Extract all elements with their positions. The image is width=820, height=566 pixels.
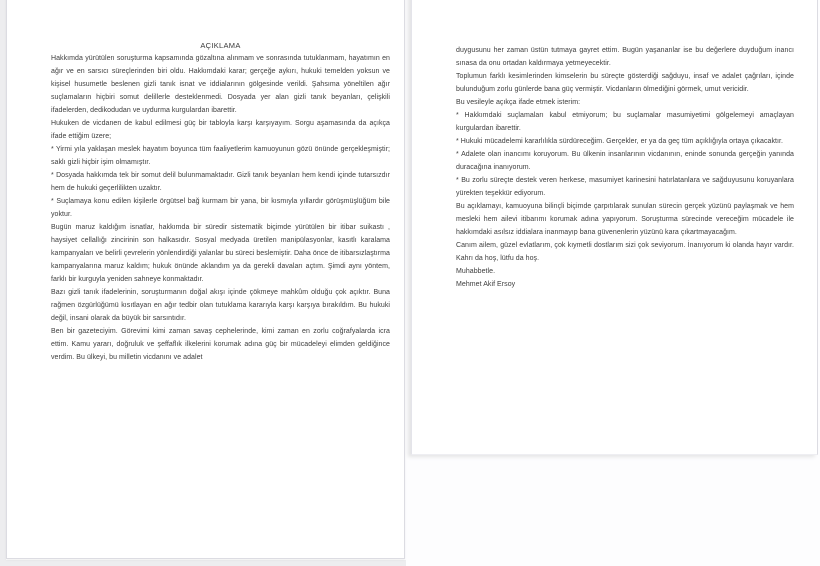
paragraph: Toplumun farklı kesimlerinden kimselerin bu süreçte gösterdiği sağduyu, insaf ve adalet çağrıları, içinde bulunduğum zorlu günlerde bana güç vermiştir. Vicdanların ölmediğini görmek, umut vericidir.	[456, 73, 794, 93]
document-page-1	[6, 0, 405, 559]
paragraph: Bugün maruz kaldığım isnatlar, hakkımda bir süredir sistematik biçimde yürütülen bir itibar suikastı , haysiyet cellallığı zincirinin son halkasıdır. Sosyal medyada üretilen manipülasyonlar, kasıtlı karalama kampanyaları ve belirli çevrelerin yönlendirdiği yalanlar bu süreci beslemiştir. Daha önce de itibarsızlaştırma kampanyalarına maruz kaldım; hukuk önünde aklandım ya da gerekli davaları açtım. Şimdi aynı yöntem, farklı bir kurguyla yeniden sahneye konmaktadır.	[51, 224, 390, 283]
bullet-item: * Bu zorlu süreçte destek veren herkese, masumiyet karinesini hatırlatanlara ve sağduyusunu koruyanlara yürekten teşekkür ediyorum.	[456, 177, 794, 197]
paragraph: Hukuken de vicdanen de kabul edilmesi güç bir tabloyla karşı karşıyayım. Sorgu aşamasında da açıkça ifade ettiğim üzere;	[51, 120, 390, 140]
bullet-item: * Adalete olan inancımı koruyorum. Bu ülkenin insanlarının vicdanının, eninde sonunda gerçeğin yanında duracağına inanıyorum.	[456, 151, 794, 171]
paragraph: Ben bir gazeteciyim. Görevimi kimi zaman savaş cephelerinde, kimi zaman en zorlu coğrafyalarda icra ettim. Kamu yararı, doğruluk ve şeffaflık ilkelerini korumak adına güç bir mücadeleyi elimden geldiğince verdim. Bu ülkeyi, bu milletin vicdanını ve adalet	[51, 328, 390, 361]
paragraph: Bu vesileyle açıkça ifade etmek isterim:	[456, 99, 581, 106]
paragraph: Bazı gizli tanık ifadelerinin, soruşturmanın doğal akışı içinde çökmeye mahkûm olduğu çok açıktır. Buna rağmen özgürlüğümü kısıtlayan en ağır tedbir olan tutuklama kararıyla karşı karşıya bırakıldım. Bu hukuki değil, insani olarak da büyük bir sarsıntıdır.	[51, 289, 390, 322]
bullet-item: * Suçlamaya konu edilen kişilerle örgütsel bağ kurmam bir yana, bir kısmıyla yıllardır görüşmüşlüğüm bile yoktur.	[51, 198, 390, 218]
signature-name: Mehmet Akif Ersoy	[456, 281, 516, 288]
paragraph: Canım ailem, güzel evlatlarım, çok kıymetli dostlarım sizi çok seviyorum. İnanıyorum ki olanda hayır vardır. Kahrı da hoş, lütfu da hoş.	[456, 242, 794, 262]
paragraph: duygusunu her zaman üstün tutmaya gayret ettim. Bugün yaşananlar ise bu değerlere duyduğum inancı sınasa da onu ortadan kaldırmaya yetmeyecektir.	[456, 47, 794, 67]
paragraph: Hakkımda yürütülen soruşturma kapsamında gözaltına alınmam ve sonrasında tutuklanmam, hayatımın en ağır ve en sarsıcı süreçlerinden biri oldu. Hakkımdaki karar; gerçeğe aykırı, hukuki temelden yoksun ve kişisel husumetle beslenen gizli tanık isnat ve iddialarının gölgesinde verildi. Şahsıma yöneltilen ağır suçlamaların hiçbiri somut delillerle desteklenmedi. Dosyada yer alan gizli tanık beyanları, çelişkili ifadelerden, dedikodudan ve uydurma kurgulardan ibarettir.	[51, 55, 390, 114]
bullet-item: * Hakkımdaki suçlamaları kabul etmiyorum; bu suçlamalar masumiyetimi gölgelemeyi amaçlayan kurgulardan ibarettir.	[456, 112, 794, 132]
page-2-content	[412, 0, 817, 291]
document-page-2	[411, 0, 818, 455]
background-bottom-margin	[0, 560, 406, 566]
page-1-content	[7, 0, 404, 364]
bullet-item: * Hukuki mücadelemi kararlılıkla sürdüreceğim. Gerçekler, er ya da geç tüm açıklığıyla ortaya çıkacaktır.	[456, 138, 783, 145]
document-title: AÇIKLAMA	[200, 41, 241, 50]
closing-salutation: Muhabbetle.	[456, 268, 496, 275]
paragraph: Bu açıklamayı, kamuoyuna bilinçli biçimde çarpıtılarak sunulan sürecin gerçek yüzünü paylaşmak ve hem mesleki hem ailevi itibarımı korumak adına yapıyorum. Soruşturma sürecinde vereceğim mücadele ile hakkımdaki asılsız iddialara inanmayıp bana güvenenlerin yüzünü kara çıkartmayacağım.	[456, 203, 794, 236]
bullet-item: * Dosyada hakkımda tek bir somut delil bulunmamaktadır. Gizli tanık beyanları hem kendi içinde tutarsızdır hem de hukuki geçerlilikten uzaktır.	[51, 172, 390, 192]
bullet-item: * Yirmi yıla yaklaşan meslek hayatım boyunca tüm faaliyetlerim kamuoyunun gözü önünde gerçekleşmiştir; saklı gizli hiçbir işim olmamıştır.	[51, 146, 390, 166]
